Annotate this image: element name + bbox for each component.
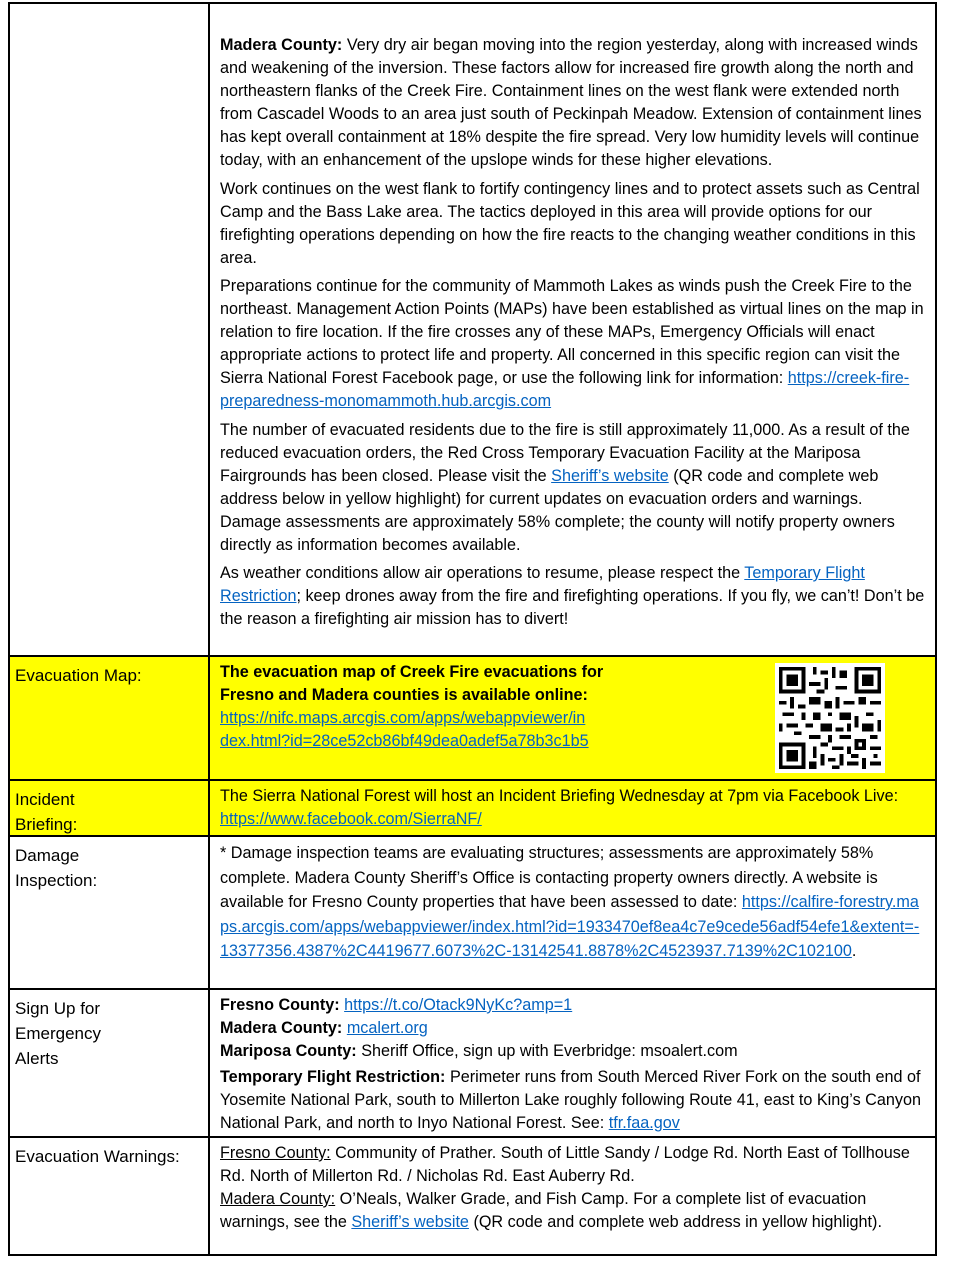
- situation-row: [10, 4, 935, 657]
- incident-briefing-label: Incident Briefing:: [10, 781, 210, 835]
- qr-code-icon: [775, 663, 885, 773]
- air-ops-paragraph: As weather conditions allow air operations to resume, please respect the Temporary Flight Restriction; keep drones away from the fire and firefighting operations. If you fly, we can’t! Don’t be the reason a firefighting air mission has to divert!: [220, 564, 925, 629]
- evacuation-map-bold-1: The evacuation map of Creek Fire evacuations for: [220, 663, 604, 681]
- evacuation-map-content: [210, 657, 935, 779]
- incident-briefing-content: The Sierra National Forest will host an Incident Briefing Wednesday at 7pm via Facebook Live: https://www.facebook.com/SierraNF/: [210, 781, 935, 835]
- fresno-alert-link[interactable]: https://t.co/Otack9NyKc?amp=1: [344, 996, 573, 1014]
- evacuation-map-row: [10, 657, 935, 781]
- calfire-link[interactable]: https://calfire-forestry.maps.arcgis.com/apps/webappviewer/index.html?id=1933470ef8ea4c7e9cede56adf54efe1&extent=-13377356.4387%2C4419677.6073%2C-13142541.8878%2C4523937.7139%2C102100: [220, 893, 920, 960]
- facebook-link[interactable]: https://www.facebook.com/SierraNF/: [220, 810, 482, 828]
- evacuation-warnings-row: [10, 1138, 935, 1254]
- incident-briefing-row: [10, 781, 935, 837]
- evacuated-paragraph: The number of evacuated residents due to the fire is still approximately 11,000. As a result of the reduced evacuation orders, the Red Cross Temporary Evacuation Facility at the Mariposa Fairgrounds has been closed. Please visit the Sheriff’s website (QR code and complete web address below in yellow highlight) for current updates on evacuation orders and warnings. Damage assessments are approximately 58% complete; the county will notify property owners directly as information becomes available.: [220, 420, 910, 554]
- damage-inspection-content: * Damage inspection teams are evaluating structures; assessments are approximately 58% complete. Madera County Sheriff’s Office is contacting property owners directly. A website is available for Fresno County properties that have been assessed to date: https://calfire-forestry.maps.arcgis.com/apps/webappviewer/index.html?id=1933470ef8ea4c7e9cede56adf54efe1&extent=-13377356.4387%2C4419677.6073%2C-13142541.8878%2C4523937.7139%2C102100.: [220, 844, 920, 960]
- faa-link[interactable]: tfr.faa.gov: [608, 1114, 680, 1132]
- emergency-alerts-content: [210, 990, 935, 1136]
- tfr-line: Temporary Flight Restriction: Perimeter runs from South Merced River Fork on the south end of Yosemite National Park, south to Millerton Lake roughly following Route 41, east to King’s Canyon National Park, and north to Inyo National Forest. See: tfr.faa.gov: [220, 1068, 921, 1132]
- madera-warning: Madera County: O’Neals, Walker Grade, and Fish Camp. For a complete list of evacuation warnings, see the Sheriff’s website (QR code and complete web address in yellow highlight).: [220, 1190, 882, 1231]
- situation-content: [210, 4, 935, 655]
- madera-alert-link[interactable]: mcalert.org: [346, 1019, 428, 1037]
- evacuation-map-link-2[interactable]: dex.html?id=28ce52cb86bf49dea0adef5a78b3c1b5: [220, 732, 589, 750]
- damage-inspection-row: [10, 837, 935, 990]
- situation-label-cell: [10, 4, 210, 655]
- damage-inspection-label: Damage Inspection:: [10, 837, 210, 988]
- sheriff-website-link[interactable]: Sheriff’s website: [551, 466, 669, 485]
- info-table: [8, 2, 937, 1256]
- madera-paragraph: Madera County: Very dry air began moving into the region yesterday, along with increased winds and weakening of the inversion. These factors allow for increased fire growth along the north and northeastern flanks of the Creek Fire. Containment lines on the west flank were extended north from Cascadel Woods to an area just south of Peckinpah Meadow. Extension of containment lines has kept overall containment at 18% despite the fire spread. Very low humidity levels will continue today, with an enhancement of the upslope winds for these higher elevations.: [220, 36, 922, 170]
- evacuation-warnings-content: [210, 1138, 935, 1254]
- west-flank-paragraph: Work continues on the west flank to fortify contingency lines and to protect assets such as Central Camp and the Bass Lake area. The tactics deployed in this area will provide options for our firefighting operations depending on how the fire reacts to the changing weather conditions in this area.: [220, 179, 920, 267]
- mammoth-link[interactable]: https://creek-fire-preparedness-monomammoth.hub.arcgis.com: [220, 369, 910, 411]
- emergency-alerts-label: Sign Up for Emergency Alerts: [10, 990, 210, 1136]
- evacuation-warnings-label: Evacuation Warnings:: [10, 1138, 210, 1254]
- tfr-link[interactable]: Temporary Flight Restriction: [220, 564, 865, 606]
- emergency-alerts-row: [10, 990, 935, 1138]
- evacuation-map-bold-2: Fresno and Madera counties is available online:: [220, 686, 588, 704]
- fresno-alert-line: Fresno County: https://t.co/Otack9NyKc?amp=1: [220, 996, 573, 1014]
- mariposa-alert-line: Mariposa County: Sheriff Office, sign up with Everbridge: msoalert.com: [220, 1042, 738, 1060]
- warnings-sheriff-link[interactable]: Sheriff’s website: [351, 1213, 469, 1231]
- madera-alert-line: Madera County: mcalert.org: [220, 1019, 428, 1037]
- mammoth-paragraph: Preparations continue for the community of Mammoth Lakes as winds push the Creek Fire to the northeast. Management Action Points (MAPs) have been established as virtual lines on the map in relation to fire location. If the fire crosses any of these MAPs, Emergency Officials will enact appropriate actions to protect life and property. All concerned in this specific region can visit the Sierra National Forest Facebook page, or use the following link for information: https://creek-fire-preparedness-monomammoth.hub.arcgis.com: [220, 276, 924, 411]
- evacuation-map-label: Evacuation Map:: [10, 657, 210, 779]
- evacuation-map-link-1[interactable]: https://nifc.maps.arcgis.com/apps/webappviewer/in: [220, 709, 586, 727]
- fresno-warning: Fresno County: Community of Prather. South of Little Sandy / Lodge Rd. North East of Tollhouse Rd. North of Millerton Rd. / Nicholas Rd. East Auberry Rd.: [220, 1144, 910, 1185]
